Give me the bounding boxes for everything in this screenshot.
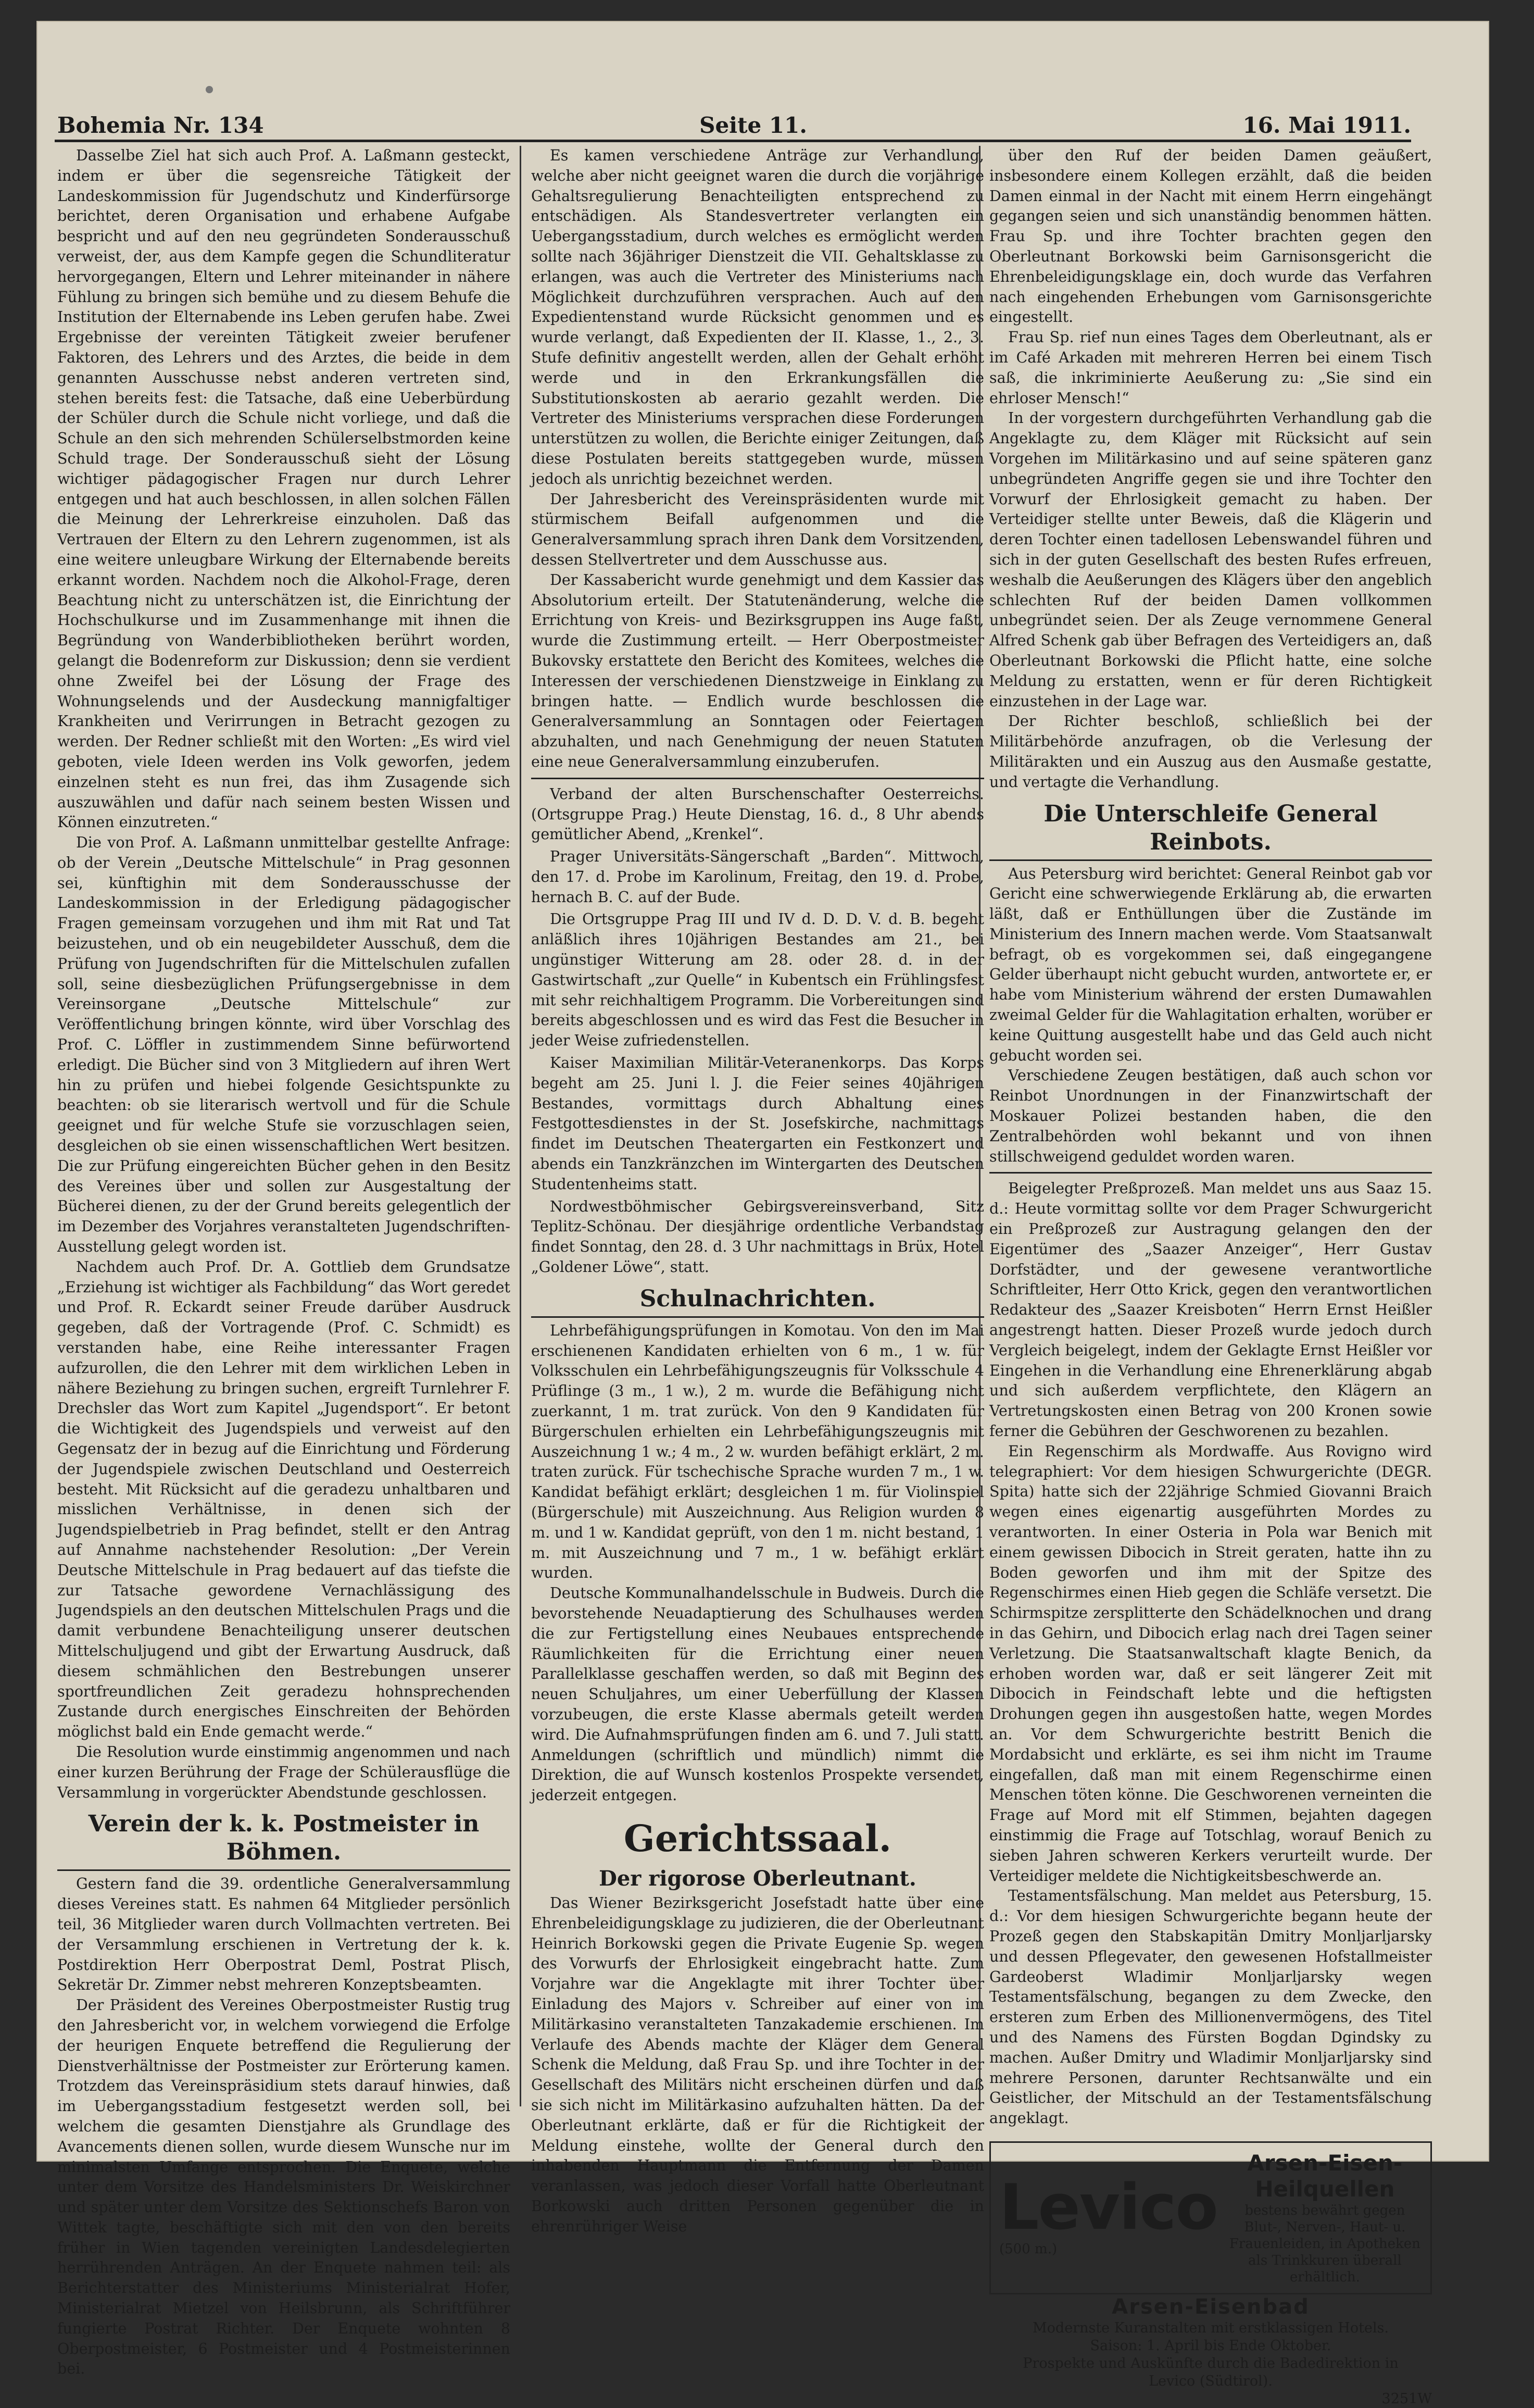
advertisement [989, 2141, 1432, 2294]
article-paragraph: Dasselbe Ziel hat sich auch Prof. A. Laßmann gesteckt, indem er über die segensreiche Tätigkeit der Landeskommission für Jugendschutz und Kinderfürsorge berichtet, deren Organisation und erhabene Aufgabe bespricht und auf den neu gegründeten Sonderausschuß verweist, der, aus dem Kampfe gegen die Schundliteratur hervorgegangen, Eltern und Lehrer miteinander in nähere Fühlung zu bringen sich bemühe und zu diesem Behufe die Institution der Elternabende ins Leben gerufen habe. Zwei Ergebnisse der vereinten Tätigkeit zweier berufener Faktoren, des Lehrers und des Arztes, die beide in dem genannten Ausschusse nebst anderen vertreten sind, stehen bereits fest: die Tatsache, daß eine Ueberbürdung der Schüler durch die Schule nicht vorliege, und daß die Schule an den sich mehrenden Schülerselbstmorden keine Schuld trage. Der Sonderausschuß sieht der Lösung wichtiger pädagogischer Fragen nur durch Lehrer entgegen und hat auch beschlossen, in allen solchen Fällen die Meinung der Lehrerkreise einzuholen. Daß das Vertrauen der Eltern zu den Lehrern zugenommen, ist als eine weitere unleugbare Wirkung der Elternabende bereits erkannt worden. Nachdem noch die Alkohol-Frage, deren Beachtung nicht zu unterschätzen ist, die Einrichtung der Hochschulkurse und im Zusammenhange mit ihnen die Begründung von Wanderbibliotheken berührt worden, gelangt die Bodenreform zur Diskussion; denn sie verdient ohne Zweifel bei der Lösung der Frage des Wohnungselends und der Ausdeckung mannigfaltiger Krankheiten und Verirrungen in Betracht gezogen zu werden. Der Redner schließt mit den Worten: „Es wird viel geboten, viele Ideen werden ins Volk geworfen, jedem einzelnen steht es nun frei, das ihm Zusagende sich auszuwählen und dafür nach seinem besten Wissen und Können einzutreten.“ [57, 147, 510, 831]
club-notice: Die Ortsgruppe Prag III und IV d. D. D. V. d. B. begeht anläßlich ihres 10jährigen Bestandes am 21., bei ungünstiger Witterung am 28. oder 28. d. in der Gastwirtschaft „zur Quelle“ in Kubentsch ein Frühlingsfest mit sehr reichhaltigem Programm. Die Vorbereitungen sind bereits abgeschlossen und es wird das Fest die Besucher in jeder Weise zufriedenstellen. [531, 910, 984, 1050]
club-notice: Nordwestböhmischer Gebirgsvereinsverband, Sitz Teplitz-Schönau. Der diesjährige ordentliche Verbandstag findet Sonntag, den 28. d. 3 Uhr nachmittags in Brüx, Hotel „Goldener Löwe“, statt. [531, 1197, 984, 1276]
club-notice: Prager Universitäts-Sängerschaft „Barden“. Mittwoch, den 17. d. Probe im Karolinum, Freitag, den 19. d. Probe, hernach B. C. auf der Bude. [531, 848, 984, 906]
article-paragraph: Gestern fand die 39. ordentliche Generalversammlung dieses Vereines statt. Es nahmen 64 Mitglieder persönlich teil, 36 Mitglieder waren durch Vollmachten vertreten. Bei der Versammlung erschienen in Vertretung der k. k. Postdirektion Herr Oberpostrat Deml, Postrat Plisch, Sekretär Dr. Zimmer nebst mehreren Konzeptsbeamten. [57, 1875, 510, 1994]
ad-logo: Levico [999, 2171, 1217, 2244]
header-date: 16. Mai 1911. [1242, 113, 1411, 138]
ad-line: Levico (Südtirol). [1149, 2373, 1273, 2389]
divider [531, 778, 984, 779]
article-paragraph: Der Richter beschloß, schließlich bei der Militärbehörde anzufragen, ob die Verlesung der Militärakten und ein Auszug aus den Ausmaße gestatte, und vertagte die Verhandlung. [989, 713, 1432, 791]
ad-footer [989, 2294, 1432, 2408]
column-2 [531, 146, 985, 2235]
section-heading: Gerichtssaal. [623, 1816, 892, 1860]
article-paragraph: Die Resolution wurde einstimmig angenommen und nach einer kurzen Berührung der Frage der Schülerausflüge die Versammlung in vorgerückter Abendstunde geschlossen. [57, 1743, 510, 1801]
ad-altitude: (500 m.) [999, 2241, 1058, 2257]
article-paragraph: In der vorgestern durchgeführten Verhandlung gab die Angeklagte zu, dem Kläger mit Rücksicht auf sein Vorgehen im Militärkasino und auf seine späteren ganz unbegründeten Angriffe gegen sie und ihre Tochter den Vorwurf der Ehrlosigkeit gemacht zu haben. Der Verteidiger stellte unter Beweis, daß die Klägerin und deren Tochter einen tadellosen Lebenswandel führen und sich in der guten Gesellschaft des besten Rufes erfreuen, weshalb die Aeußerungen des Klägers über den angeblich schlechten Ruf der beiden Damen vollkommen unbegründet seien. Der als Zeuge vernommene General Alfred Schenk gab über Befragen des Verteidigers an, daß Oberleutnant Borkowski die Pflicht hatte, eine solche Meldung zu erstatten, wenn er für deren Richtigkeit einzustehen in der Lage war. [989, 409, 1432, 710]
article-paragraph: Deutsche Kommunalhandelsschule in Budweis. Durch die bevorstehende Neuadaptierung des Schulhauses werden die zur Fertigstellung eines Neubaues entsprechende Räumlichkeiten für die Errichtung einer neuen Parallelklasse geschaffen werden, so daß mit Beginn des neuen Schuljahres, um einer Ueberfüllung der Klassen vorzubeugen, die erste Klasse abermals geteilt werden wird. Die Aufnahmsprüfungen finden am 6. und 7. Juli statt. Anmeldungen (schriftlich und mündlich) nimmt die Direktion, die auf Wunsch kostenlos Prospekte versendet, jederzeit entgegen. [531, 1584, 984, 1804]
article-paragraph: Verschiedene Zeugen bestätigen, daß auch schon vor Reinbot Unordnungen in der Finanzwirtschaft der Moskauer Polizei bestanden haben, die den Zentralbehörden wohl bekannt und von ihnen stillschweigend geduldet worden waren. [989, 1067, 1432, 1165]
article-paragraph: Der Kassabericht wurde genehmigt und dem Kassier das Absolutorium erteilt. Der Statutenänderung, welche die Errichtung von Kreis- und Bezirksgruppen ins Auge faßt, wurde die Zustimmung erteilt. — Herr Oberpostmeister Bukovsky erstattete den Bericht des Komitees, welches die Interessen der verschiedenen Dienstzweige in Einklang zu bringen hatte. — Endlich wurde beschlossen die Generalversammlung an Sonntagen oder Feiertagen abzuhalten, und nach Genehmigung der neuen Statuten eine neue Generalversammlung einzuberufen. [531, 571, 984, 770]
ad-bath-title: Arsen-Eisenbad [1112, 2294, 1310, 2319]
header-page-number: Seite 11. [699, 113, 807, 138]
ad-description [1228, 2150, 1422, 2286]
ad-title: Arsen-Eisen-Heilquellen [1247, 2150, 1403, 2202]
article-paragraph: Die von Prof. A. Laßmann unmittelbar gestellte Anfrage: ob der Verein „Deutsche Mittelschule“ in Prag gesonnen sei, künftighin mit dem Sonderausschusse der Landeskommission in der Erledigung pädagogischer Fragen gemeinsam vorzugehen und ihm mit Rat und Tat beizustehen, und ob ein neugebildeter Ausschuß, dem die Prüfung von Jugendschriften für die Mittelschulen zufallen soll, seine diesbezüglichen Prüfungsergebnisse in dem Vereinsorgane „Deutsche Mittelschule“ zur Veröffentlichung bringen könnte, wird über Vorschlag des Prof. C. Löffler in zustimmendem Sinne befürwortend erledigt. Die Bücher sind von 3 Mitgliedern auf ihren Wert hin zu prüfen und hiebei folgende Gesichtspunkte zu beachten: ob sie literarisch wertvoll und für die Schule geeignet und für welche Stufe sie vorzuschlagen seien, desgleichen ob sie einen wissenschaftlichen Wert besitzen. Die zur Prüfung eingereichten Bücher gehen in den Besitz des Vereines über und sollen zur Ausgestaltung der Bücherei dienen, zu der der Grund bereits gelegentlich der im Dezember des Vorjahres veranstalteten Jugendschriften-Ausstellung gelegt worden ist. [57, 834, 510, 1256]
ad-code: 3251W [1381, 2390, 1432, 2407]
section-heading: Verein der k. k. Postmeister in Böhmen. [57, 1810, 510, 1871]
section-heading: Die Unterschleife General Reinbots. [989, 800, 1432, 861]
column-rule [520, 146, 521, 2106]
club-notice: Kaiser Maximilian Militär-Veteranenkorps. Das Korps begeht am 25. Juni l. J. die Feier seines 40jährigen Bestandes, vormittags durch Abhaltung eines Festgottesdienstes in der St. Josefskirche, nachmittags findet im Deutschen Theatergarten ein Festkonzert und abends ein Tanzkränzchen im Wintergarten des Deutschen Studentenheims statt. [531, 1054, 984, 1193]
article-paragraph: Nachdem auch Prof. Dr. A. Gottlieb dem Grundsatze „Erziehung ist wichtiger als Fachbildung“ das Wort geredet und Prof. R. Eckardt seiner Freude darüber Ausdruck gegeben, daß der Vortragende (Prof. C. Schmidt) es verstanden habe, eine Reihe interessanter Fragen aufzurollen, die den Lehrer mit dem wirklichen Leben in nähere Beziehung zu bringen suchen, ergreift Turnlehrer F. Drechsler das Wort zum Kapitel „Jugendsport“. Er betont die Wichtigkeit des Jugendspiels und verweist auf den Gegensatz der in bezug auf die Einrichtung und Förderung der Jugendspiele zwischen Deutschland und Oesterreich besteht. Mit Rücksicht auf die geradezu unhaltbaren und misslichen Verhältnisse, in denen sich der Jugendspielbetrieb in Prag befindet, stellt er den Antrag auf Annahme nachstehender Resolution: „Der Verein Deutsche Mittelschule in Prag bedauert auf das tiefste die zur Tatsache gewordene Vernachlässigung des Jugendspiels an den deutschen Mittelschulen Prags und die damit verbundene Benachteiligung unserer deutschen Mittelschuljugend und gibt der Erwartung Ausdruck, daß diesem schmählichen den Bestrebungen unserer sportfreundlichen Zeit geradezu hohnsprechenden Zustande durch energisches Einschreiten der Behörden möglichst bald ein Ende gemacht werde.“ [57, 1258, 510, 1741]
article-title: Der rigorose Oberleutnant. [599, 1866, 916, 1891]
club-notice: Verband der alten Burschenschafter Oesterreichs. (Ortsgruppe Prag.) Heute Dienstag, 16. d., 8 Uhr abends gemütlicher Abend, „Krenkel“. [531, 785, 984, 843]
article-paragraph: über den Ruf der beiden Damen geäußert, insbesondere einem Kollegen erzählt, daß die beiden Damen einmal in der Nacht mit einem Herrn eingehängt gegangen seien und sich unanständig benommen hätten. Frau Sp. und ihre Tochter brachten gegen den Oberleutnant Borkowski beim Garnisonsgericht die Ehrenbeleidigungsklage ein, doch wurde das Verfahren nach eingehenden Erhebungen vom Garnisonsgerichte eingestellt. [989, 147, 1432, 326]
article-paragraph: Lehrbefähigungsprüfungen in Komotau. Von den im Mai erschienenen Kandidaten erhielten von 6 m., 1 w. für Volksschulen ein Lehrbefähigungszeugnis für Volksschule 4 Prüflinge (3 m., 1 w.), 2 m. wurde die Befähigung nicht zuerkannt, 1 m. trat zurück. Von den 9 Kandidaten für Bürgerschulen erhielten ein Lehrbefähigungszeugnis mit Auszeichnung 1 w.; 4 m., 2 w. wurden befähigt erklärt, 2 m. traten zurück. Für tschechische Sprache wurden 7 m., 1 w. Kandidat befähigt erklärt; desgleichen 1 m. für Violinspiel (Bürgerschule) mit Auszeichnung. Aus Religion wurden 8 m. und 1 w. Kandidat geprüft, von den 1 m. nicht bestand, 1 m. mit Auszeichnung und 7 m., 1 w. befähigt erklärt wurden. [531, 1321, 984, 1582]
article-paragraph: Ein Regenschirm als Mordwaffe. Aus Rovigno wird telegraphiert: Vor dem hiesigen Schwurgerichte (DEGR. Spita) hatte sich der 22jährige Schmied Giovanni Braich wegen eines eigenartig ausgeführten Mordes zu verantworten. In einer Osteria in Pola war Benich mit einem gewissen Dibocich in Streit geraten, hatte ihn zu Boden geworfen und ihm mit der Spitze des Regenschirmes einen Hieb gegen die Schläfe versetzt. Die Schirmspitze zersplitterte den Schädelknochen und drang in das Gehirn, und Dibocich erlag nach drei Tagen seiner Verletzung. Die Staatsanwaltschaft klagte Benich, da erhoben worden war, daß er seit längerer Zeit mit Dibocich in Feindschaft lebte und die heftigsten Drohungen gegen ihn ausgestoßen hatte, wegen Mordes an. Vor dem Schwurgerichte bestritt Benich die Mordabsicht und erklärte, es sei ihm nicht im Traume eingefallen, daß man mit einem Regenschirme einen Menschen töten könne. Die Geschworenen verneinten die Frage auf Mord mit elf Stimmen, bejahten dagegen einstimmig die Frage auf Totschlag, worauf Benich zu sieben Jahren schweren Kerkers verurteilt wurde. Der Verteidiger meldete die Nichtigkeitsbeschwerde an. [989, 1442, 1432, 1885]
article-paragraph: Der Jahresbericht des Vereinspräsidenten wurde mit stürmischem Beifall aufgenommen und die Generalversammlung sprach ihren Dank dem Vorsitzenden, dessen Stellvertreter und dem Ausschusse aus. [531, 490, 984, 568]
divider [989, 1172, 1432, 1174]
page-header [57, 102, 1411, 138]
header-rule [55, 140, 1411, 142]
column-3 [989, 146, 1432, 2407]
article-paragraph: Aus Petersburg wird berichtet: General Reinbot gab vor Gericht eine schwerwiegende Erklärung ab, die erwarten läßt, daß er Enthüllungen über die Zustände im Ministerium des Innern machen werde. Vom Staatsanwalt befragt, ob es vorgekommen sei, daß eingegangene Gelder überhaupt nicht gebucht wurden, antwortete er, er habe vom Ministerium während der ersten Dumawahlen zweimal Gelder für die Wahlagitation erhalten, worüber er keine Quittung ausgestellt habe und das Geld auch nicht gebucht worden sei. [989, 865, 1432, 1064]
article-paragraph: Frau Sp. rief nun eines Tages dem Oberleutnant, als er im Café Arkaden mit mehreren Herren bei einem Tisch saß, die inkriminierte Aeußerung zu: „Sie sind ein ehrloser Mensch!“ [989, 329, 1432, 407]
section-heading: Schulnachrichten. [531, 1285, 984, 1318]
column-1 [57, 146, 510, 2378]
article-paragraph: Das Wiener Bezirksgericht Josefstadt hatte über eine Ehrenbeleidigungsklage zu judizieren, die der Oberleutnant Heinrich Borkowski gegen die Private Eugenie Sp. wegen des Vorwurfs der Ehrlosigkeit eingebracht hatte. Zum Vorjahre war die Angeklagte mit ihrer Tochter über Einladung des Majors v. Schreiber auf einer von im Militärkasino veranstalteten Tanzakademie erschienen. Im Verlaufe des Abends machte der Kläger dem General Schenk die Meldung, daß Frau Sp. und ihre Tochter in der Gesellschaft des Militärs nicht erscheinen dürfen und daß sie sich nicht im Militärkasino aufzuhalten hätten. Da der Oberleutnant erklärte, daß er für die Richtigkeit der Meldung einstehe, wollte der General durch den inhabenden Hauptmann die Entfernung der Damen veranlassen, was jedoch dieser Vorfall hatte Oberleutnant Borkowski auch dritten Personen gegenüber die in ehrenrühriger Weise [531, 1894, 985, 2235]
article-paragraph: Der Präsident des Vereines Oberpostmeister Rustig trug den Jahresbericht vor, in welchem vorwiegend die Erfolge der heurigen Enquete betreffend die Regulierung der Dienstverhältnisse der Postmeister zur Erörterung kamen. Trotzdem das Vereinspräsidium stets darauf hinwies, daß im Uebergangsstadium festgesetzt werden soll, bei welchem die gesamten Dienstjahre als Grundlage des Avancements dienen sollen, wurde diesem Wunsche nur im minimalsten Umfange entsprochen. Die Enquete, welche unter dem Vorsitze des Handelsministers Dr. Weiskirchner und später unter dem Vorsitze des Sektionschefs Baron von Wittek tagte, beschäftigte sich mit den von den bereits früher in Wien tagenden vereinigten Landesdelegierten herrührenden Anträgen. An der Enquete nahmen teil: als Berichterstatter des Ministeriums Ministerialrat Hofer, Ministerialrat Mietzel von Heilsbrunn, als Schriftführer fungierte Postrat Richter. Der Enquete wohnten 8 Oberpostmeister, 6 Postmeister und 4 Postmeisterinnen bei. [57, 1997, 510, 2378]
ad-line: Prospekte und Auskünfte durch die Badedirektion in [1023, 2355, 1399, 2372]
article-paragraph: Beigelegter Preßprozeß. Man meldet uns aus Saaz 15. d.: Heute vormittag sollte vor dem Prager Schwurgericht ein Preßprozeß zur Austragung gelangen den der Eigentümer des „Saazer Anzeiger“, Herr Gustav Dorfstädter, und der gewesene verantwortliche Schriftleiter, Herr Otto Krick, gegen den verantwortlichen Redakteur des „Saazer Kreisboten“ Herrn Ernst Heißler angestrengt hatten. Dieser Prozeß wurde jedoch durch Vergleich beigelegt, indem der Geklagte Ernst Heißler vor Eingehen in die Verhandlung eine Ehrenerklärung abgab und sich außerdem verpflichtete, den Klägern an Vertretungskosten einen Betrag von 200 Kronen sowie ferner die Gebühren der Geschworenen zu bezahlen. [989, 1180, 1432, 1440]
ad-text: bestens bewährt gegen Blut-, Nerven-, Haut- u. Frauenleiden, in Apotheken als Trinkkuren überall erhältlich. [1229, 2202, 1420, 2285]
header-publication: Bohemia Nr. 134 [57, 113, 264, 138]
ad-line: Saison: 1. April bis Ende Oktober. [1090, 2337, 1331, 2354]
ad-line: Modernste Kuranstalten mit erstklassigen Hotels. [1033, 2319, 1389, 2336]
article-paragraph: Es kamen verschiedene Anträge zur Verhandlung, welche aber nicht geeignet waren die durch die vorjährige Gehaltsregulierung Benachteiligten entsprechend zu entschädigen. Als Standesvertreter verlangten ein Uebergangsstadium, durch welches es ermöglicht werden sollte nach 36jähriger Dienstzeit die VII. Gehaltsklasse zu erlangen, was auch die Vertreter des Ministeriums nach Möglichkeit durchzuführen versprachen. Auch auf den Expedientenstand wurde Rücksicht genommen und es wurde verlangt, daß Expedienten der II. Klasse, 1., 2., 3. Stufe definitiv angestellt werden, allen der Gehalt erhöht werde und in den Erkrankungsfällen die Substitutionskosten ab aerario gezahlt werden. Die Vertreter des Ministeriums versprachen diese Forderungen unterstützen zu wollen, die Berichte einiger Zeitungen, daß diese Postulaten bereits stattgegeben wurde, müssen jedoch als unrichtig bezeichnet werden. [531, 147, 984, 488]
punch-hole [206, 86, 213, 93]
article-paragraph: Testamentsfälschung. Man meldet aus Petersburg, 15. d.: Vor dem hiesigen Schwurgerichte begann heute der Prozeß gegen den Stabskapitän Dmitry Monljarljarsky und dessen Pflegevater, den gewesenen Hofstallmeister Gardeoberst Wladimir Monljarljarsky wegen Testamentsfälschung, begangen zu dem Zwecke, den ersteren zum Erben des Millionenvermögens, des Titel und des Namens des Fürsten Bogdan Dgindsky zu machen. Außer Dmitry und Wladimir Monljarljarsky sind mehrere Personen, darunter Rechtsanwälte und ein Geistlicher, der Mitschuld an der Testamentsfälschung angeklagt. [989, 1887, 1432, 2127]
